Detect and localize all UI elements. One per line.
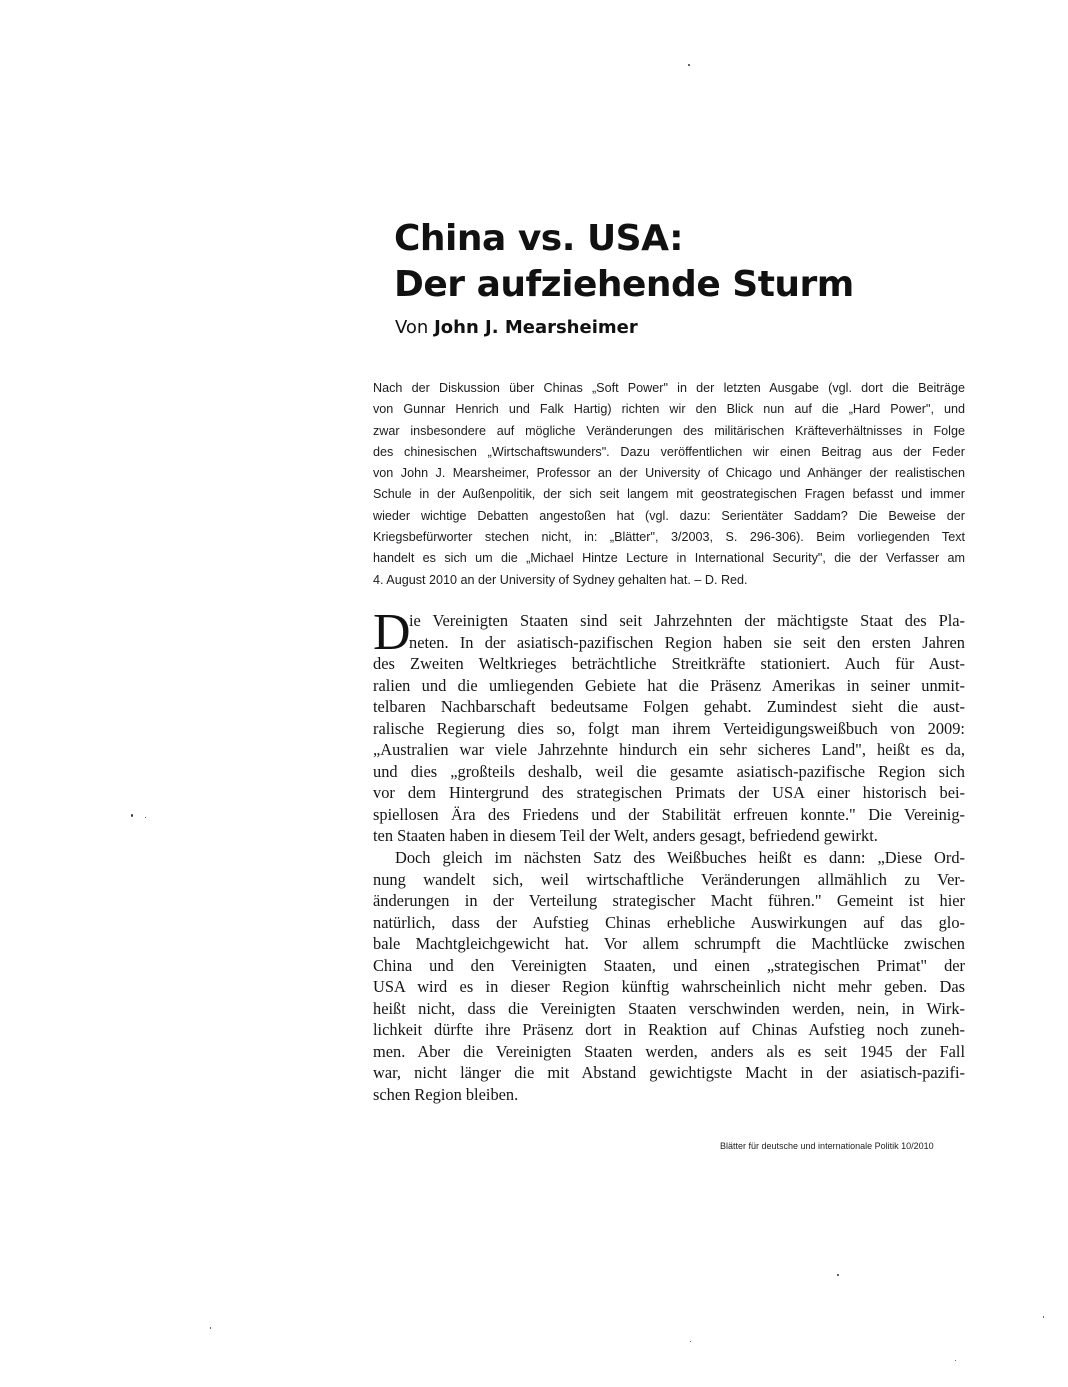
body-line: ralische Regierung dies so, folgt man ihrem Verteidigungsweißbuch von 2009: [373, 718, 965, 738]
body-line: Doch gleich im nächsten Satz des Weißbuches heißt es dann: „Diese Ord- [395, 848, 965, 868]
body-line: telbaren Nachbarschaft bedeutsame Folgen gehabt. Zumindest sieht die aust- [373, 697, 965, 717]
drop-cap: D [373, 604, 411, 661]
body-line: schen Region bleiben. [373, 1085, 519, 1105]
intro-line: handelt es sich um die „Michael Hintze Lecture in International Security", die der Verfasser am [373, 551, 965, 566]
intro-line: Schule in der Außenpolitik, der sich seit langem mit geostrategischen Fragen befasst und immer [373, 487, 965, 502]
body-line: nung wandelt sich, weil wirtschaftliche Veränderungen allmählich zu Ver- [373, 869, 965, 889]
scan-speck [210, 1327, 211, 1329]
body-line: neten. In der asiatisch-pazifischen Region haben sie seit den ersten Jahren [409, 632, 965, 652]
editorial-intro [373, 378, 965, 591]
body-line: ie Vereinigten Staaten sind seit Jahrzehnten der mächtigste Staat des Pla- [409, 611, 965, 630]
article-title [394, 216, 854, 308]
body-line: spiellosen Ära des Friedens und der Stabilität erfreuen konnte." Die Vereinig- [373, 804, 965, 824]
body-line: bale Machtgleichgewicht hat. Vor allem schrumpft die Machtlücke zwischen [373, 934, 965, 954]
scan-speck [955, 1360, 956, 1361]
scan-speck [837, 1274, 839, 1276]
body-line: USA wird es in dieser Region künftig wahrscheinlich nicht mehr geben. Das [373, 977, 965, 997]
body-line: des Zweiten Weltkrieges beträchtliche Streitkräfte stationiert. Auch für Aust- [373, 654, 965, 674]
intro-line: Nach der Diskussion über Chinas „Soft Power" in der letzten Ausgabe (vgl. dort die Beiträge [373, 381, 965, 395]
journal-footer: Blätter für deutsche und internationale Politik 10/2010 [720, 1141, 934, 1151]
body-line: vor dem Hintergrund des strategischen Primats der USA einer historisch bei- [373, 783, 965, 803]
byline-prefix: Von [395, 317, 435, 338]
body-line: ten Staaten haben in diesem Teil der Welt, anders gesagt, befriedend gewirkt. [373, 826, 878, 846]
intro-line: von Gunnar Henrich und Falk Hartig) richten wir den Blick nun auf die „Hard Power", und [373, 402, 965, 417]
intro-line: von John J. Mearsheimer, Professor an der University of Chicago und Anhänger der realistischen [373, 466, 965, 481]
intro-line: wieder wichtige Debatten angestoßen hat (vgl. dazu: Serientäter Saddam? Die Beweise der [373, 508, 965, 523]
body-line: lichkeit dürfte ihre Präsenz dort in Reaktion auf Chinas Aufstieg noch zuneh- [373, 1020, 965, 1040]
author-name: John J. Mearsheimer [434, 317, 638, 338]
body-line: änderungen in der Verteilung strategischer Macht führen." Gemeint ist hier [373, 891, 965, 911]
scan-speck [688, 64, 690, 66]
scan-speck [690, 1341, 691, 1342]
body-line: war, nicht länger die mit Abstand gewichtigste Macht in der asiatisch-pazifi- [373, 1063, 965, 1083]
article-body [373, 604, 965, 1106]
body-line: „Australien war viele Jahrzehnte hindurch ein sehr sicheres Land", heißt es da, [373, 740, 965, 760]
title-line-1: China vs. USA: [394, 218, 684, 259]
scan-speck [131, 814, 133, 817]
intro-line: Kriegsbefürworter stechen nicht, in: „Blätter", 3/2003, S. 296-306). Beim vorliegenden Text [373, 530, 965, 545]
title-line-2: Der aufziehende Sturm [394, 264, 854, 305]
body-line: China und den Vereinigten Staaten, und einen „strategischen Primat" der [373, 955, 965, 975]
body-line: natürlich, dass der Aufstieg Chinas erhebliche Auswirkungen auf das glo- [373, 912, 965, 932]
scan-speck [1043, 1316, 1044, 1318]
intro-line: des chinesischen „Wirtschaftswunders". Dazu veröffentlichen wir einen Beitrag aus der Feder [373, 444, 965, 459]
body-line: men. Aber die Vereinigten Staaten werden, anders als es seit 1945 der Fall [373, 1041, 965, 1061]
body-line: ralien und die umliegenden Gebiete hat die Präsenz Amerikas in seiner unmit- [373, 675, 965, 695]
scan-speck [145, 817, 146, 818]
body-line: heißt nicht, dass die Vereinigten Staaten verschwinden werden, nein, in Wirk- [373, 998, 965, 1018]
intro-line: zwar insbesondere auf mögliche Veränderungen des militärischen Kräfteverhältnisses in Folge [373, 423, 965, 438]
body-line: und dies „großteils deshalb, weil die gesamte asiatisch-pazifische Region sich [373, 761, 965, 781]
byline [395, 316, 638, 340]
intro-line: 4. August 2010 an der University of Sydney gehalten hat. – D. Red. [373, 572, 748, 587]
